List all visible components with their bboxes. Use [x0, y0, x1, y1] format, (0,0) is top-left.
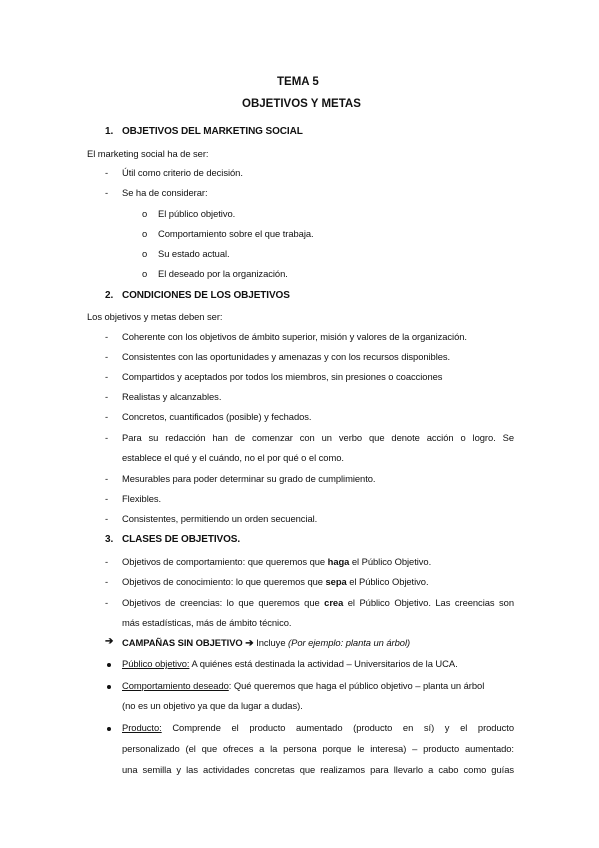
arrow-right-icon: ➔: [105, 636, 114, 647]
arrow-right-icon: ➔: [245, 638, 254, 649]
list-item: Realistas y alcanzables.: [122, 391, 222, 402]
list-item: Consistentes, permitiendo un orden secuencial.: [122, 513, 318, 524]
tema-label: TEMA 5: [277, 76, 319, 88]
text: el Público Objetivo.: [349, 556, 432, 567]
bold-text: sepa: [325, 576, 347, 587]
list-item: Compartidos y aceptados por todos los miembros, sin presiones o coacciones: [122, 371, 443, 382]
list-item-continuation: más estadísticas, más de ámbito técnico.: [122, 617, 292, 628]
dash-marker: -: [105, 331, 109, 342]
dash-marker: -: [105, 411, 109, 422]
text: Objetivos de comportamiento: que queremos que: [122, 556, 328, 567]
bold-text: crea: [324, 597, 344, 608]
dash-marker: -: [105, 493, 109, 504]
dash-marker: -: [105, 513, 109, 524]
bullet-label: Comportamiento deseado: [122, 680, 229, 691]
bullet-item: [122, 722, 514, 733]
dash-marker: -: [105, 187, 109, 198]
bullet-item: [122, 680, 484, 691]
dash-marker: -: [105, 473, 109, 484]
bullet-item: [122, 658, 458, 669]
section-2-intro: Los objetivos y metas deben ser:: [87, 311, 223, 322]
section-1-number: 1.: [105, 126, 114, 137]
dash-marker: -: [105, 167, 109, 178]
bold-text: CAMPAÑAS SIN OBJETIVO: [122, 637, 243, 648]
bullet-continuation: personalizado (el que ofreces a la persona porque le interesa) – producto aumentado:: [122, 743, 514, 754]
text: el Público Objetivo. Las creencias son: [343, 597, 514, 608]
dash-marker: -: [105, 391, 109, 402]
section-2-heading: CONDICIONES DE LOS OBJETIVOS: [122, 290, 290, 301]
campaigns-line: [122, 637, 410, 649]
bold-text: haga: [327, 556, 350, 567]
list-item: Flexibles.: [122, 493, 162, 504]
page-title: OBJETIVOS Y METAS: [242, 98, 361, 110]
section-3-number: 3.: [105, 534, 114, 545]
sub-list-item: El deseado por la organización.: [158, 268, 288, 279]
section-3-heading: CLASES DE OBJETIVOS.: [122, 534, 241, 545]
list-item: Consistentes con las oportunidades y amenazas y con los recursos disponibles.: [122, 351, 451, 362]
bullet-label: Producto:: [122, 722, 162, 733]
dash-marker: -: [105, 576, 109, 587]
list-item: [122, 556, 431, 567]
text: Objetivos de creencias: lo que queremos que: [122, 597, 325, 608]
circle-marker: o: [142, 208, 148, 219]
text: : Qué queremos que haga el público objetivo – planta un árbol: [228, 680, 485, 691]
dash-marker: -: [105, 351, 109, 362]
list-item: Coherente con los objetivos de ámbito superior, misión y valores de la organización.: [122, 331, 467, 342]
list-item: [122, 576, 429, 587]
list-item: Se ha de considerar:: [122, 187, 208, 198]
circle-marker: o: [142, 248, 148, 259]
section-1-heading: OBJETIVOS DEL MARKETING SOCIAL: [122, 126, 303, 137]
bullet-label: Público objetivo:: [122, 658, 190, 669]
section-1-intro: El marketing social ha de ser:: [87, 148, 209, 159]
list-item: Útil como criterio de decisión.: [122, 167, 243, 178]
text: A quiénes está destinada la actividad – Universitarios de la UCA.: [189, 658, 458, 669]
text: Comprende el producto aumentado (producto en sí) y el producto: [161, 722, 514, 733]
sub-list-item: Comportamiento sobre el que trabaja.: [158, 228, 314, 239]
list-item: [122, 597, 514, 608]
text: Objetivos de conocimiento: lo que queremos que: [122, 576, 326, 587]
list-item-continuation: establece el qué y el cuándo, no el por qué o el como.: [122, 452, 344, 463]
dash-marker: -: [105, 432, 109, 443]
bullet-continuation: (no es un objetivo ya que da lugar a dudas).: [122, 700, 303, 711]
circle-marker: o: [142, 228, 148, 239]
dash-marker: -: [105, 371, 109, 382]
list-item: Mesurables para poder determinar su grado de cumplimiento.: [122, 473, 376, 484]
example-text: (Por ejemplo: planta un árbol): [288, 637, 411, 648]
circle-marker: o: [142, 268, 148, 279]
bullet-icon: [107, 685, 111, 689]
list-item: Concretos, cuantificados (posible) y fechados.: [122, 411, 312, 422]
list-item: Para su redacción han de comenzar con un verbo que denote acción o logro. Se: [122, 432, 514, 443]
dash-marker: -: [105, 597, 109, 608]
sub-list-item: El público objetivo.: [158, 208, 236, 219]
bullet-continuation: una semilla y las actividades concretas que realizamos para llevarlo a cabo como guías: [122, 764, 514, 775]
section-2-number: 2.: [105, 290, 114, 301]
bullet-icon: [107, 727, 111, 731]
text: el Público Objetivo.: [346, 576, 429, 587]
bullet-icon: [107, 663, 111, 667]
sub-list-item: Su estado actual.: [158, 248, 230, 259]
text: Incluye: [253, 637, 289, 648]
dash-marker: -: [105, 556, 109, 567]
